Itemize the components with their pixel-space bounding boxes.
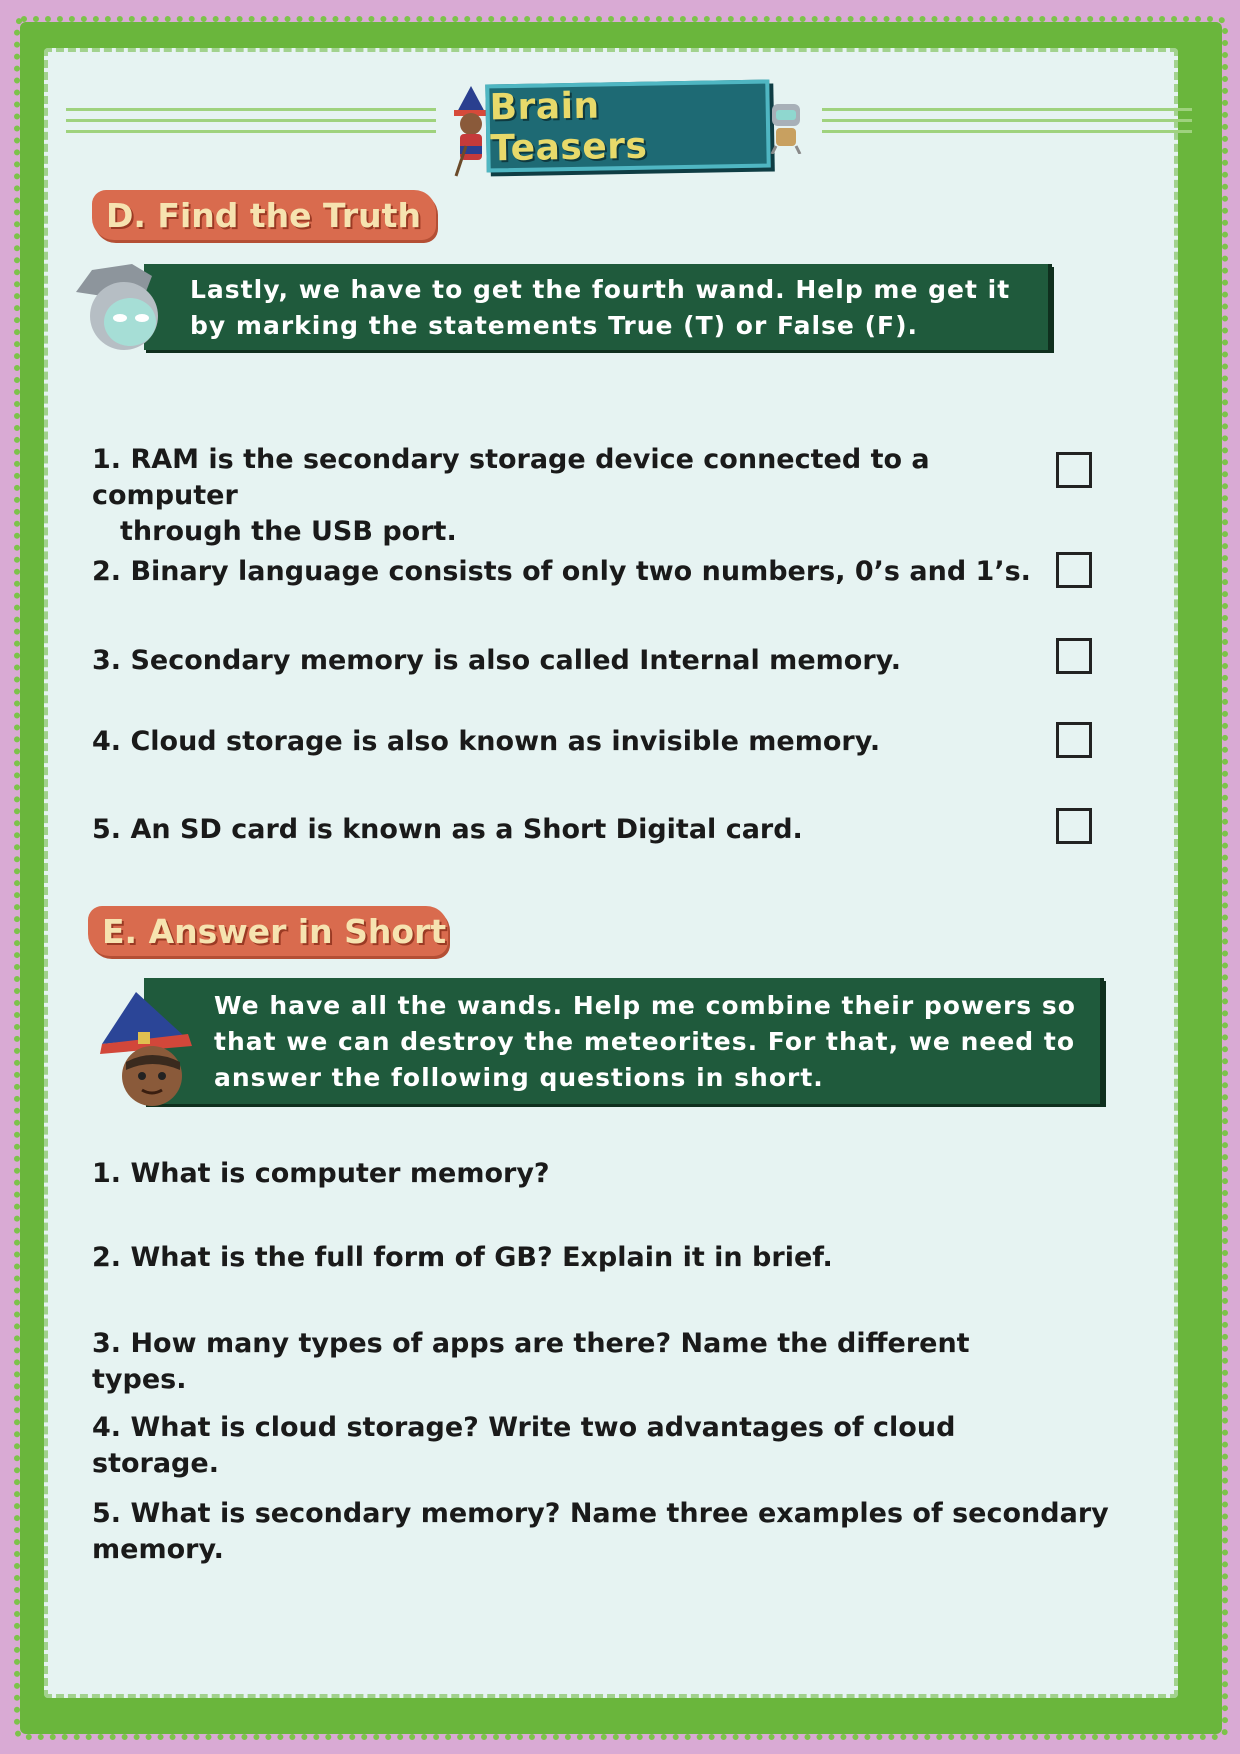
statement-5: 5. An SD card is known as a Short Digital card.	[92, 814, 803, 845]
answer-box-2[interactable]	[1056, 552, 1092, 588]
statement-1: 1. RAM is the secondary storage device connected to a computer through the USB port.	[92, 444, 930, 547]
robot-mini-icon	[764, 100, 808, 154]
answer-box-3[interactable]	[1056, 638, 1092, 674]
question-4: 4. What is cloud storage? Write two advantages of cloud storage.	[92, 1412, 956, 1479]
question-3: 3. How many types of apps are there? Name the different types.	[92, 1328, 970, 1395]
question-2: 2. What is the full form of GB? Explain it in brief.	[92, 1242, 833, 1273]
brain-teasers-banner	[485, 80, 770, 173]
wizard-character-icon	[96, 992, 206, 1110]
statement-4: 4. Cloud storage is also known as invisible memory.	[92, 726, 881, 757]
section-e-instruction: We have all the wands. Help me combine their powers so that we can destroy the meteorites. For that, we need to answer the following questions in short.	[144, 978, 1104, 1104]
section-d-instruction: Lastly, we have to get the fourth wand. Help me get it by marking the statements True (T) or False (F).	[144, 264, 1052, 350]
answer-box-5[interactable]	[1056, 808, 1092, 844]
robot-character-icon	[72, 262, 168, 358]
section-e-heading: E. Answer in Short	[88, 906, 448, 956]
question-1: 1. What is computer memory?	[92, 1158, 550, 1189]
answer-box-1[interactable]	[1056, 452, 1092, 488]
statement-2: 2. Binary language consists of only two numbers, 0’s and 1’s.	[92, 556, 1031, 587]
page-title: Brain Teasers	[489, 85, 648, 170]
header-rule-left	[66, 108, 436, 144]
question-5: 5. What is secondary memory? Name three examples of secondary memory.	[92, 1498, 1109, 1565]
statement-3: 3. Secondary memory is also called Internal memory.	[92, 645, 902, 676]
answer-box-4[interactable]	[1056, 722, 1092, 758]
header-rule-right	[822, 108, 1192, 144]
section-d-heading: D. Find the Truth	[92, 190, 436, 240]
